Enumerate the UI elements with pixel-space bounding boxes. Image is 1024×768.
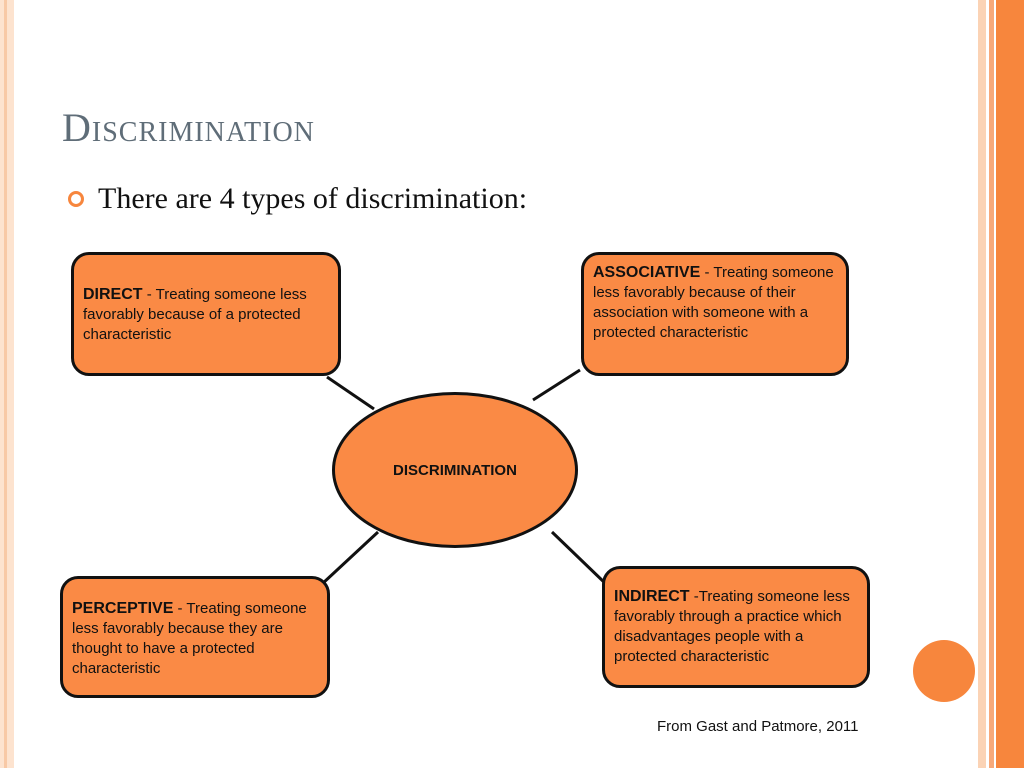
connector-perceptive	[322, 532, 378, 584]
node-perceptive	[60, 576, 330, 698]
node-indirect-text: -Treating someone less favorably through a practice which disadvantages people with a protected characteristic	[614, 588, 850, 665]
node-direct	[71, 252, 341, 376]
connector-direct	[327, 377, 374, 409]
connector-indirect	[552, 532, 606, 584]
connector-associative	[533, 370, 580, 400]
center-node	[332, 392, 578, 548]
node-associative-term: ASSOCIATIVE	[593, 264, 701, 281]
slide-title: Discrimination	[62, 105, 315, 150]
node-direct-text: - Treating someone less favorably because of a protected characteristic	[83, 286, 307, 343]
bullet-text: There are 4 types of discrimination:	[98, 182, 528, 215]
center-node-label: DISCRIMINATION	[393, 461, 517, 479]
node-associative-text: - Treating someone less favorably because of their association with someone with a protected characteristic	[593, 264, 834, 341]
node-direct-term: DIRECT	[83, 286, 143, 303]
node-indirect	[602, 566, 870, 688]
node-indirect-term: INDIRECT	[614, 588, 690, 605]
node-associative	[581, 252, 849, 376]
node-perceptive-text: - Treating someone less favorably because they are thought to have a protected characteristic	[72, 600, 307, 677]
node-perceptive-term: PERCEPTIVE	[72, 600, 174, 617]
citation: From Gast and Patmore, 2011	[657, 718, 859, 735]
